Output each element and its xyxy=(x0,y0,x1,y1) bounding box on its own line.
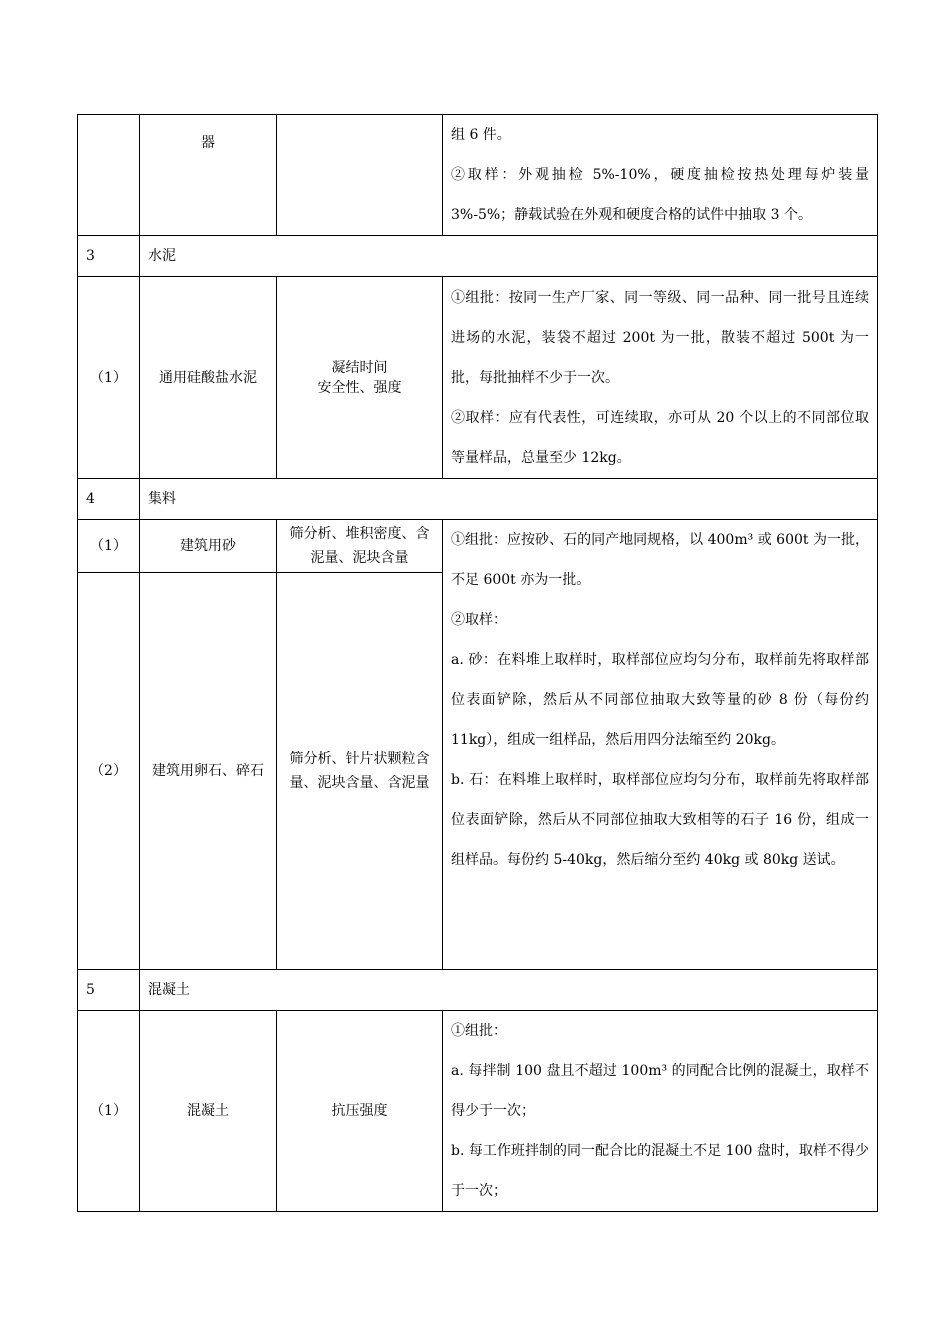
requirement-text: ②取样：外观抽检 5%-10%，硬度抽检按热处理每炉装量 3%-5%；静载试验在外观和硬度合格的试件中抽取 3 个。 xyxy=(451,167,869,223)
requirement-text: ①组批：应按砂、石的同产地同规格，以 400m³ 或 600t 为一批，不足 600t 亦为一批。 xyxy=(451,532,869,588)
section-title: 水泥 xyxy=(140,236,878,277)
sampling-requirements-cell xyxy=(443,1011,878,1212)
test-params: 筛分析、堆积密度、含泥量、泥块含量 xyxy=(277,520,443,573)
item-name: 器 xyxy=(201,135,215,151)
item-name: 混凝土 xyxy=(140,1011,277,1212)
requirement-text: ②取样：应有代表性，可连续取，亦可从 20 个以上的不同部位取等量样品，总量至少 12kg。 xyxy=(451,409,869,466)
requirement-text: ①组批： xyxy=(451,1023,507,1039)
item-no-cell xyxy=(78,115,140,236)
sampling-requirements-cell xyxy=(443,277,878,479)
requirement-text: a. 砂：在料堆上取样时，取样部位应均匀分布，取样前先将取样部位表面铲除，然后从不同部位抽取大致等量的砂 8 份（每份约 11kg），组成一组样品，然后用四分法缩至约 20kg。 xyxy=(451,652,869,748)
section-no: 3 xyxy=(78,236,140,277)
requirement-text: b. 每工作班拌制的同一配合比的混凝土不足 100 盘时，取样不得少于一次； xyxy=(451,1143,869,1199)
section-row xyxy=(78,479,878,520)
requirement-text: b. 石：在料堆上取样时，取样部位应均匀分布，取样前先将取样部位表面铲除，然后从不同部位抽取大致相等的石子 16 份，组成一组样品。每份约 5-40kg，然后缩分至约 40kg 或 80kg 送试。 xyxy=(451,772,869,868)
sampling-requirements-cell xyxy=(443,520,878,970)
section-no: 5 xyxy=(78,970,140,1011)
table-row xyxy=(78,1011,878,1212)
test-params-cell xyxy=(277,115,443,236)
section-no: 4 xyxy=(78,479,140,520)
item-no: （2） xyxy=(78,573,140,970)
table-row xyxy=(78,277,878,479)
item-no: （1） xyxy=(78,277,140,479)
section-row xyxy=(78,236,878,277)
item-name-cell xyxy=(140,115,277,236)
requirement-text: 组 6 件。 xyxy=(451,127,511,143)
requirement-text: a. 每拌制 100 盘且不超过 100m³ 的同配合比例的混凝土，取样不得少于一次； xyxy=(451,1063,869,1119)
item-name: 通用硅酸盐水泥 xyxy=(140,277,277,479)
sampling-table xyxy=(77,114,878,1212)
requirement-text: ①组批：按同一生产厂家、同一等级、同一品种、同一批号且连续进场的水泥，装袋不超过 200t 为一批，散装不超过 500t 为一批，每批抽样不少于一次。 xyxy=(451,289,869,386)
section-title: 混凝土 xyxy=(140,970,878,1011)
table-row xyxy=(78,115,878,236)
section-row xyxy=(78,970,878,1011)
item-name: 建筑用卵石、碎石 xyxy=(140,573,277,970)
requirement-text: ②取样： xyxy=(451,612,507,628)
test-param: 安全性、强度 xyxy=(317,379,402,396)
test-params: 抗压强度 xyxy=(277,1011,443,1212)
test-params: 筛分析、针片状颗粒含量、泥块含量、含泥量 xyxy=(277,573,443,970)
item-no: （1） xyxy=(78,1011,140,1212)
section-title: 集料 xyxy=(140,479,878,520)
table-row xyxy=(78,520,878,573)
item-no: （1） xyxy=(78,520,140,573)
item-name: 建筑用砂 xyxy=(140,520,277,573)
sampling-requirements-cell xyxy=(443,115,878,236)
test-params-cell xyxy=(277,277,443,479)
test-param: 凝结时间 xyxy=(331,359,388,376)
